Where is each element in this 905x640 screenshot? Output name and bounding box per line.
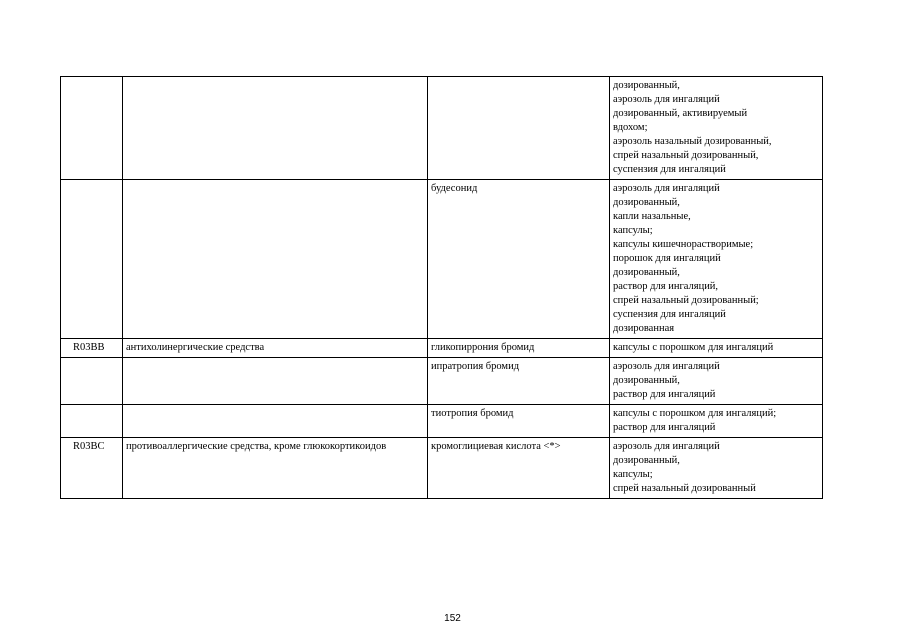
- table-row: [61, 180, 823, 339]
- dosage-form-line: вдохом;: [613, 122, 648, 133]
- dosage-form-line: дозированный,: [613, 80, 680, 91]
- dosage-form-line: капсулы;: [613, 225, 653, 236]
- substance-cell: кромоглициевая кислота <*>: [428, 438, 610, 499]
- dosage-form-line: аэрозоль для ингаляций: [613, 361, 720, 372]
- dosage-form-line: дозированный,: [613, 455, 680, 466]
- table-row: [61, 358, 823, 405]
- dosage-form-line: дозированный,: [613, 197, 680, 208]
- atc-code-cell: [61, 77, 123, 180]
- group-name-cell: антихолинергические средства: [123, 339, 428, 358]
- table-row: [61, 339, 823, 358]
- dosage-forms-cell: [610, 405, 823, 438]
- dosage-form-line: дозированный,: [613, 375, 680, 386]
- dosage-form-line: раствор для ингаляций,: [613, 281, 719, 292]
- atc-code-cell: R03BB: [61, 339, 123, 358]
- dosage-forms-cell: [610, 339, 823, 358]
- dosage-form-line: капсулы с порошком для ингаляций: [613, 342, 774, 353]
- atc-code-cell: [61, 405, 123, 438]
- dosage-form-line: аэрозоль для ингаляций: [613, 94, 720, 105]
- substance-cell: ипратропия бромид: [428, 358, 610, 405]
- atc-code-cell: R03BC: [61, 438, 123, 499]
- dosage-form-line: капли назальные,: [613, 211, 691, 222]
- table-body: [61, 77, 823, 499]
- dosage-form-line: спрей назальный дозированный;: [613, 295, 759, 306]
- dosage-form-line: спрей назальный дозированный,: [613, 150, 759, 161]
- dosage-form-line: дозированный,: [613, 267, 680, 278]
- table-row: [61, 438, 823, 499]
- drug-table: [60, 76, 823, 499]
- dosage-form-line: спрей назальный дозированный: [613, 483, 756, 494]
- dosage-form-line: суспензия для ингаляций: [613, 164, 726, 175]
- dosage-form-line: дозированная: [613, 323, 675, 334]
- table-row: [61, 77, 823, 180]
- group-name-cell: противоаллергические средства, кроме глюкокортикоидов: [123, 438, 428, 499]
- dosage-form-line: аэрозоль для ингаляций: [613, 441, 720, 452]
- dosage-form-line: порошок для ингаляций: [613, 253, 721, 264]
- dosage-form-line: капсулы;: [613, 469, 653, 480]
- dosage-form-line: капсулы кишечнорастворимые;: [613, 239, 754, 250]
- dosage-form-line: суспензия для ингаляций: [613, 309, 726, 320]
- dosage-forms-cell: [610, 180, 823, 339]
- substance-cell: гликопиррония бромид: [428, 339, 610, 358]
- group-name-cell: [123, 405, 428, 438]
- atc-code-cell: [61, 358, 123, 405]
- dosage-forms-cell: [610, 358, 823, 405]
- group-name-cell: [123, 180, 428, 339]
- page-number: 152: [444, 613, 461, 624]
- dosage-form-line: капсулы с порошком для ингаляций;: [613, 408, 777, 419]
- substance-cell: тиотропия бромид: [428, 405, 610, 438]
- dosage-form-line: раствор для ингаляций: [613, 389, 716, 400]
- substance-cell: [428, 77, 610, 180]
- dosage-forms-cell: [610, 438, 823, 499]
- dosage-form-line: аэрозоль для ингаляций: [613, 183, 720, 194]
- group-name-cell: [123, 358, 428, 405]
- table-row: [61, 405, 823, 438]
- dosage-form-line: раствор для ингаляций: [613, 422, 716, 433]
- dosage-forms-cell: [610, 77, 823, 180]
- atc-code-cell: [61, 180, 123, 339]
- group-name-cell: [123, 77, 428, 180]
- substance-cell: будесонид: [428, 180, 610, 339]
- dosage-form-line: дозированный, активируемый: [613, 108, 748, 119]
- dosage-form-line: аэрозоль назальный дозированный,: [613, 136, 772, 147]
